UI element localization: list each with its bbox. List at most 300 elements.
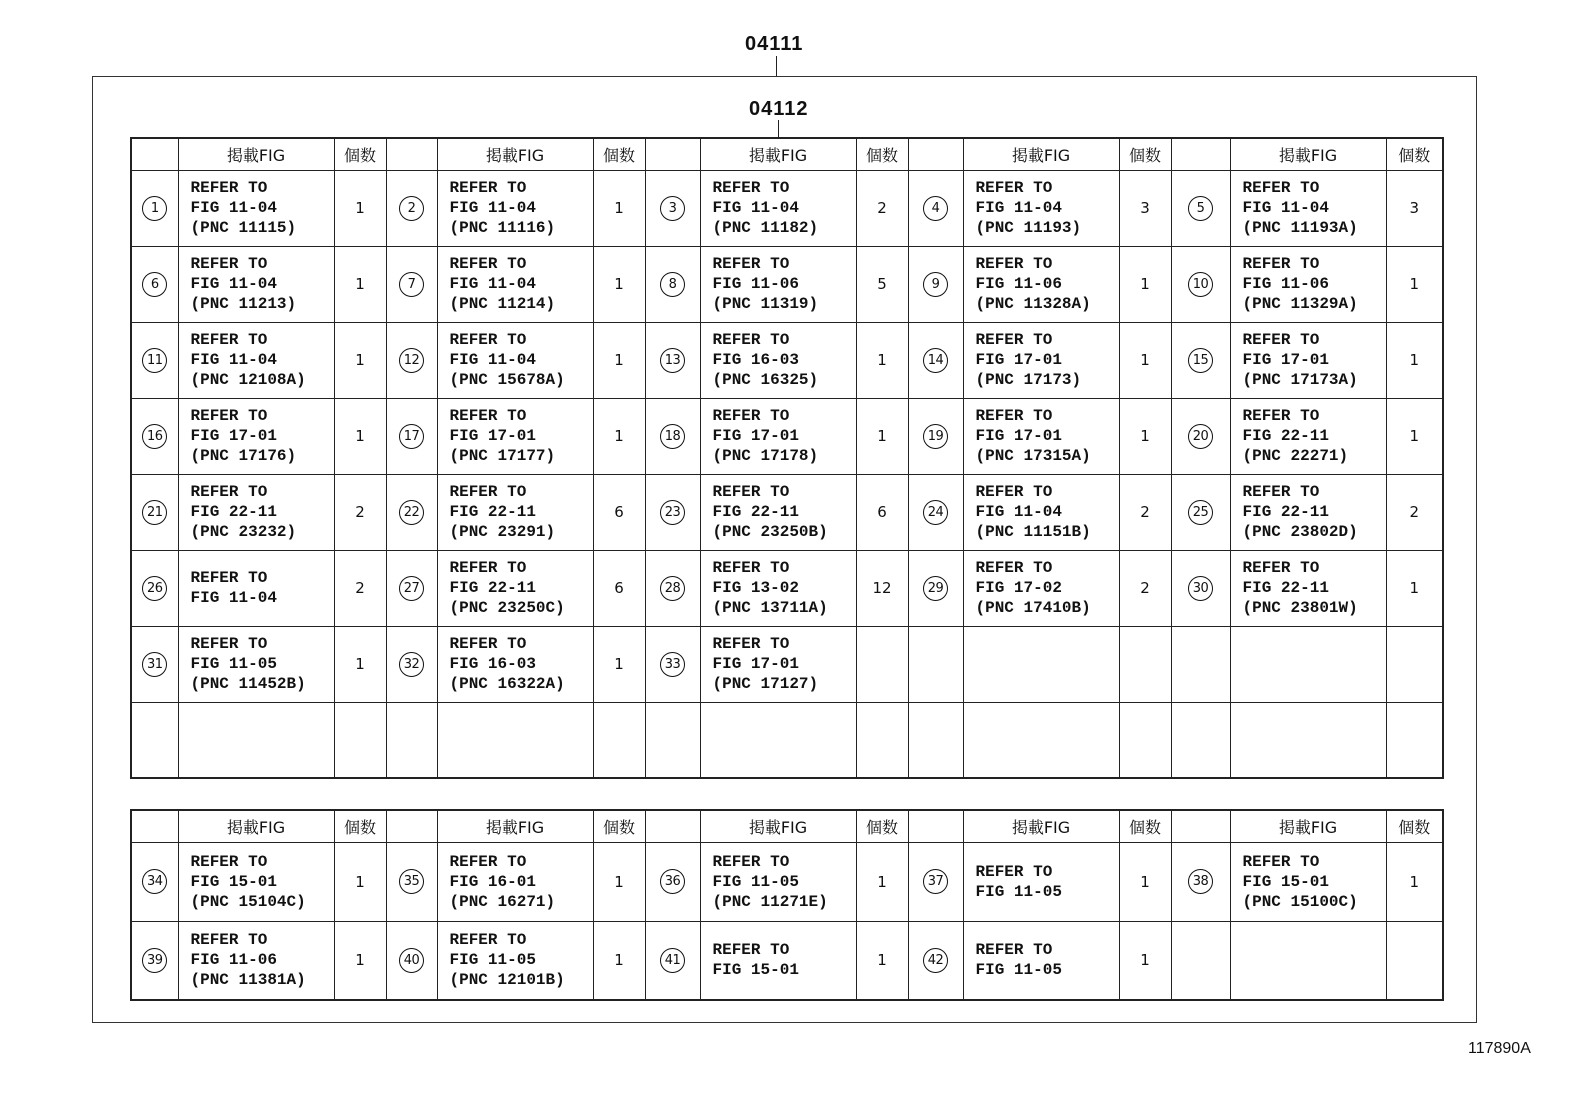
item-index-cell <box>908 398 963 474</box>
fig-number: FIG 15-01 <box>190 872 277 891</box>
table-row <box>131 702 1443 778</box>
item-number-circle: 36 <box>660 869 685 894</box>
quantity-cell: 1 <box>856 322 908 398</box>
header-qty: 個数 <box>1119 138 1171 170</box>
fig-number: FIG 17-01 <box>449 427 536 445</box>
reference-cell <box>437 550 593 626</box>
table-header-row <box>131 138 1443 170</box>
quantity-cell: 1 <box>593 246 645 322</box>
reference-cell <box>178 398 334 474</box>
refer-to-text: REFER TO <box>712 483 790 501</box>
fig-number: FIG 11-05 <box>975 882 1062 901</box>
refer-to-text: REFER TO <box>190 179 268 197</box>
table-body-bottom <box>131 842 1443 1000</box>
fig-number: FIG 11-04 <box>712 199 799 217</box>
pnc-number: (PNC 11452B) <box>190 675 306 693</box>
header-index-cell <box>908 138 963 170</box>
reference-cell <box>178 842 334 921</box>
pnc-number: (PNC 11193) <box>975 219 1082 237</box>
refer-to-text: REFER TO <box>1242 852 1320 871</box>
item-number-circle: 25 <box>1188 500 1213 525</box>
item-index-cell <box>908 626 963 702</box>
fig-number: FIG 11-05 <box>449 951 536 970</box>
item-index-cell <box>645 921 700 1000</box>
refer-to-text: REFER TO <box>190 483 268 501</box>
pnc-number: (PNC 17410B) <box>975 599 1091 617</box>
fig-number: FIG 17-01 <box>190 427 277 445</box>
quantity-cell <box>334 702 386 778</box>
quantity-cell <box>593 702 645 778</box>
quantity-cell: 2 <box>1119 474 1171 550</box>
header-qty: 個数 <box>593 138 645 170</box>
reference-cell <box>437 842 593 921</box>
fig-number: FIG 22-11 <box>1242 427 1329 445</box>
fig-number: FIG 11-04 <box>190 589 277 607</box>
quantity-cell: 6 <box>593 550 645 626</box>
reference-cell <box>437 322 593 398</box>
fig-number: FIG 11-04 <box>975 199 1062 217</box>
refer-to-text: REFER TO <box>1242 255 1320 273</box>
refer-to-text: REFER TO <box>712 179 790 197</box>
pnc-number: (PNC 23250C) <box>449 599 565 617</box>
item-number-circle: 6 <box>142 272 167 297</box>
quantity-cell: 1 <box>1119 246 1171 322</box>
header-index-cell <box>386 138 437 170</box>
quantity-cell: 3 <box>1119 170 1171 246</box>
header-qty: 個数 <box>856 810 908 842</box>
item-index-cell <box>1171 626 1230 702</box>
reference-cell <box>437 702 593 778</box>
item-number-circle: 42 <box>923 948 948 973</box>
pnc-number: (PNC 23801W) <box>1242 599 1358 617</box>
item-index-cell <box>131 246 178 322</box>
refer-to-text: REFER TO <box>449 407 527 425</box>
refer-to-text: REFER TO <box>190 407 268 425</box>
item-index-cell <box>1171 550 1230 626</box>
quantity-cell: 12 <box>856 550 908 626</box>
item-number-circle: 30 <box>1188 576 1213 601</box>
item-number-circle: 28 <box>660 576 685 601</box>
header-qty: 個数 <box>1386 810 1443 842</box>
item-index-cell <box>908 322 963 398</box>
refer-to-text: REFER TO <box>975 255 1053 273</box>
item-index-cell <box>645 474 700 550</box>
quantity-cell: 6 <box>593 474 645 550</box>
header-qty: 個数 <box>593 810 645 842</box>
item-number-circle: 31 <box>142 652 167 677</box>
refer-to-text: REFER TO <box>190 635 268 653</box>
item-number-circle: 12 <box>399 348 424 373</box>
quantity-cell: 1 <box>856 842 908 921</box>
fig-number: FIG 11-04 <box>449 351 536 369</box>
item-index-cell <box>131 322 178 398</box>
refer-to-text: REFER TO <box>1242 407 1320 425</box>
fig-number: FIG 11-04 <box>190 351 277 369</box>
reference-cell <box>963 322 1119 398</box>
header-qty: 個数 <box>334 138 386 170</box>
item-number-circle: 22 <box>399 500 424 525</box>
item-index-cell <box>1171 246 1230 322</box>
header-fig: 掲載FIG <box>437 138 593 170</box>
item-index-cell <box>386 246 437 322</box>
item-number-circle: 1 <box>142 196 167 221</box>
quantity-cell: 1 <box>334 842 386 921</box>
item-number-circle: 20 <box>1188 424 1213 449</box>
quantity-cell <box>1386 921 1443 1000</box>
table-row <box>131 921 1443 1000</box>
reference-cell <box>700 842 856 921</box>
item-number-circle: 10 <box>1188 272 1213 297</box>
pnc-number: (PNC 22271) <box>1242 447 1349 465</box>
fig-number: FIG 11-04 <box>190 275 277 293</box>
reference-cell <box>178 474 334 550</box>
refer-to-text: REFER TO <box>975 559 1053 577</box>
item-index-cell <box>645 398 700 474</box>
header-index-cell <box>1171 138 1230 170</box>
header-fig: 掲載FIG <box>1230 810 1386 842</box>
item-index-cell <box>131 550 178 626</box>
table-row <box>131 474 1443 550</box>
item-number-circle: 19 <box>923 424 948 449</box>
item-index-cell <box>645 702 700 778</box>
pnc-number: (PNC 16322A) <box>449 675 565 693</box>
item-index-cell <box>386 474 437 550</box>
quantity-cell <box>1386 626 1443 702</box>
item-index-cell <box>386 170 437 246</box>
header-qty: 個数 <box>1386 138 1443 170</box>
item-index-cell <box>645 322 700 398</box>
reference-cell <box>437 474 593 550</box>
reference-cell <box>178 246 334 322</box>
pnc-number: (PNC 11213) <box>190 295 297 313</box>
refer-to-text: REFER TO <box>190 255 268 273</box>
reference-cell <box>700 322 856 398</box>
pnc-number: (PNC 17127) <box>712 675 819 693</box>
quantity-cell: 1 <box>593 626 645 702</box>
item-index-cell <box>645 842 700 921</box>
item-number-circle: 26 <box>142 576 167 601</box>
quantity-cell: 6 <box>856 474 908 550</box>
reference-cell <box>1230 398 1386 474</box>
refer-to-text: REFER TO <box>190 852 268 871</box>
item-index-cell <box>908 246 963 322</box>
quantity-cell: 1 <box>1386 550 1443 626</box>
item-index-cell <box>131 921 178 1000</box>
fig-number: FIG 22-11 <box>1242 503 1329 521</box>
item-index-cell <box>386 626 437 702</box>
refer-to-text: REFER TO <box>449 483 527 501</box>
quantity-cell: 2 <box>856 170 908 246</box>
item-number-circle: 17 <box>399 424 424 449</box>
item-index-cell <box>1171 921 1230 1000</box>
header-index-cell <box>386 810 437 842</box>
item-number-circle: 5 <box>1188 196 1213 221</box>
fig-number: FIG 11-05 <box>712 872 799 891</box>
item-index-cell <box>1171 702 1230 778</box>
item-number-circle: 27 <box>399 576 424 601</box>
fig-number: FIG 16-01 <box>449 872 536 891</box>
header-index-cell <box>645 810 700 842</box>
quantity-cell: 5 <box>856 246 908 322</box>
quantity-cell <box>856 626 908 702</box>
item-number-circle: 3 <box>660 196 685 221</box>
item-number-circle: 2 <box>399 196 424 221</box>
refer-to-text: REFER TO <box>190 569 268 587</box>
fig-number: FIG 15-01 <box>712 961 799 980</box>
refer-to-text: REFER TO <box>975 407 1053 425</box>
item-index-cell <box>1171 474 1230 550</box>
reference-cell <box>963 842 1119 921</box>
quantity-cell: 2 <box>1119 550 1171 626</box>
quantity-cell: 2 <box>334 474 386 550</box>
item-index-cell <box>908 921 963 1000</box>
pnc-number: (PNC 23232) <box>190 523 297 541</box>
refer-to-text: REFER TO <box>449 331 527 349</box>
header-fig: 掲載FIG <box>437 810 593 842</box>
item-number-circle: 7 <box>399 272 424 297</box>
table-header-row <box>131 810 1443 842</box>
refer-to-text: REFER TO <box>975 331 1053 349</box>
fig-number: FIG 11-04 <box>1242 199 1329 217</box>
refer-to-text: REFER TO <box>449 255 527 273</box>
quantity-cell: 1 <box>1386 246 1443 322</box>
item-index-cell <box>386 921 437 1000</box>
fig-number: FIG 17-02 <box>975 579 1062 597</box>
reference-cell <box>963 626 1119 702</box>
pnc-number: (PNC 17315A) <box>975 447 1091 465</box>
leader-line-04112 <box>778 120 779 138</box>
reference-cell <box>178 702 334 778</box>
item-number-circle: 29 <box>923 576 948 601</box>
table-row <box>131 550 1443 626</box>
item-index-cell <box>645 626 700 702</box>
table-body-top <box>131 170 1443 778</box>
item-number-circle: 38 <box>1188 869 1213 894</box>
pnc-number: (PNC 12101B) <box>449 971 565 990</box>
fig-number: FIG 15-01 <box>1242 872 1329 891</box>
item-index-cell <box>131 626 178 702</box>
item-index-cell <box>908 474 963 550</box>
reference-cell <box>700 550 856 626</box>
item-number-circle: 18 <box>660 424 685 449</box>
reference-cell <box>700 474 856 550</box>
quantity-cell: 1 <box>1119 322 1171 398</box>
pnc-number: (PNC 11328A) <box>975 295 1091 313</box>
refer-to-text: REFER TO <box>1242 331 1320 349</box>
header-fig: 掲載FIG <box>963 138 1119 170</box>
header-qty: 個数 <box>856 138 908 170</box>
item-number-circle: 41 <box>660 948 685 973</box>
item-number-circle: 24 <box>923 500 948 525</box>
assembly-code-04112: 04112 <box>749 98 809 120</box>
reference-cell <box>437 921 593 1000</box>
header-fig: 掲載FIG <box>700 810 856 842</box>
item-index-cell <box>386 322 437 398</box>
reference-cell <box>700 398 856 474</box>
reference-cell <box>437 626 593 702</box>
reference-cell <box>1230 626 1386 702</box>
quantity-cell: 2 <box>1386 474 1443 550</box>
parts-table-bottom <box>130 809 1444 1001</box>
reference-cell <box>1230 921 1386 1000</box>
pnc-number: (PNC 12108A) <box>190 371 306 389</box>
item-number-circle: 32 <box>399 652 424 677</box>
fig-number: FIG 11-04 <box>190 199 277 217</box>
item-number-circle: 23 <box>660 500 685 525</box>
assembly-code-04111: 04111 <box>745 33 804 55</box>
pnc-number: (PNC 23291) <box>449 523 556 541</box>
fig-number: FIG 17-01 <box>975 427 1062 445</box>
header-index-cell <box>131 810 178 842</box>
quantity-cell <box>1386 702 1443 778</box>
reference-cell <box>1230 322 1386 398</box>
fig-number: FIG 22-11 <box>190 503 277 521</box>
reference-cell <box>1230 246 1386 322</box>
pnc-number: (PNC 11214) <box>449 295 556 313</box>
item-index-cell <box>131 170 178 246</box>
quantity-cell: 1 <box>593 170 645 246</box>
refer-to-text: REFER TO <box>975 941 1053 960</box>
table-row <box>131 626 1443 702</box>
item-index-cell <box>131 398 178 474</box>
quantity-cell: 1 <box>593 842 645 921</box>
item-number-circle: 13 <box>660 348 685 373</box>
refer-to-text: REFER TO <box>449 635 527 653</box>
item-index-cell <box>908 550 963 626</box>
header-index-cell <box>645 138 700 170</box>
pnc-number: (PNC 17177) <box>449 447 556 465</box>
quantity-cell: 1 <box>1386 842 1443 921</box>
quantity-cell <box>856 702 908 778</box>
reference-cell <box>1230 170 1386 246</box>
refer-to-text: REFER TO <box>712 559 790 577</box>
pnc-number: (PNC 15104C) <box>190 892 306 911</box>
quantity-cell: 1 <box>1386 322 1443 398</box>
pnc-number: (PNC 11116) <box>449 219 556 237</box>
pnc-number: (PNC 11271E) <box>712 892 828 911</box>
item-number-circle: 9 <box>923 272 948 297</box>
pnc-number: (PNC 11381A) <box>190 971 306 990</box>
refer-to-text: REFER TO <box>449 559 527 577</box>
item-number-circle: 35 <box>399 869 424 894</box>
fig-number: FIG 22-11 <box>712 503 799 521</box>
reference-cell <box>700 170 856 246</box>
header-fig: 掲載FIG <box>1230 138 1386 170</box>
header-index-cell <box>1171 810 1230 842</box>
item-index-cell <box>908 842 963 921</box>
fig-number: FIG 11-05 <box>190 655 277 673</box>
reference-cell <box>700 626 856 702</box>
refer-to-text: REFER TO <box>1242 179 1320 197</box>
item-number-circle: 34 <box>142 869 167 894</box>
pnc-number: (PNC 13711A) <box>712 599 828 617</box>
item-number-circle: 40 <box>399 948 424 973</box>
pnc-number: (PNC 15678A) <box>449 371 565 389</box>
fig-number: FIG 16-03 <box>712 351 799 369</box>
quantity-cell: 1 <box>593 921 645 1000</box>
table-row <box>131 842 1443 921</box>
quantity-cell: 1 <box>856 398 908 474</box>
reference-cell <box>963 550 1119 626</box>
item-number-circle: 39 <box>142 948 167 973</box>
fig-number: FIG 22-11 <box>449 579 536 597</box>
reference-cell <box>963 474 1119 550</box>
quantity-cell: 1 <box>1386 398 1443 474</box>
pnc-number: (PNC 11193A) <box>1242 219 1358 237</box>
pnc-number: (PNC 17176) <box>190 447 297 465</box>
fig-number: FIG 17-01 <box>712 427 799 445</box>
item-index-cell <box>131 474 178 550</box>
refer-to-text: REFER TO <box>712 941 790 960</box>
reference-cell <box>178 170 334 246</box>
header-index-cell <box>131 138 178 170</box>
fig-number: FIG 22-11 <box>449 503 536 521</box>
reference-cell <box>1230 842 1386 921</box>
table-row <box>131 246 1443 322</box>
reference-cell <box>700 921 856 1000</box>
header-fig: 掲載FIG <box>178 138 334 170</box>
fig-number: FIG 13-02 <box>712 579 799 597</box>
reference-cell <box>437 246 593 322</box>
refer-to-text: REFER TO <box>712 635 790 653</box>
reference-cell <box>178 322 334 398</box>
pnc-number: (PNC 17178) <box>712 447 819 465</box>
fig-number: FIG 11-04 <box>449 275 536 293</box>
quantity-cell: 1 <box>334 322 386 398</box>
fig-number: FIG 11-05 <box>975 961 1062 980</box>
table-row <box>131 170 1443 246</box>
refer-to-text: REFER TO <box>975 483 1053 501</box>
reference-cell <box>700 702 856 778</box>
refer-to-text: REFER TO <box>712 255 790 273</box>
quantity-cell: 1 <box>593 398 645 474</box>
item-index-cell <box>645 246 700 322</box>
item-number-circle: 8 <box>660 272 685 297</box>
item-index-cell <box>386 550 437 626</box>
pnc-number: (PNC 23802D) <box>1242 523 1358 541</box>
pnc-number: (PNC 17173A) <box>1242 371 1358 389</box>
item-number-circle: 16 <box>142 424 167 449</box>
item-index-cell <box>645 170 700 246</box>
fig-number: FIG 11-06 <box>1242 275 1329 293</box>
refer-to-text: REFER TO <box>712 852 790 871</box>
quantity-cell: 1 <box>334 170 386 246</box>
item-number-circle: 14 <box>923 348 948 373</box>
reference-cell <box>963 702 1119 778</box>
header-qty: 個数 <box>334 810 386 842</box>
illustration-number: 117890A <box>1468 1040 1531 1057</box>
refer-to-text: REFER TO <box>190 931 268 950</box>
reference-cell <box>1230 474 1386 550</box>
quantity-cell: 1 <box>593 322 645 398</box>
item-index-cell <box>645 550 700 626</box>
fig-number: FIG 11-06 <box>190 951 277 970</box>
item-number-circle: 15 <box>1188 348 1213 373</box>
item-number-circle: 11 <box>142 348 167 373</box>
pnc-number: (PNC 11319) <box>712 295 819 313</box>
item-index-cell <box>1171 322 1230 398</box>
table-row <box>131 322 1443 398</box>
fig-number: FIG 11-04 <box>975 503 1062 521</box>
quantity-cell: 3 <box>1386 170 1443 246</box>
reference-cell <box>437 170 593 246</box>
refer-to-text: REFER TO <box>712 407 790 425</box>
item-index-cell <box>908 702 963 778</box>
refer-to-text: REFER TO <box>975 862 1053 881</box>
quantity-cell: 1 <box>1119 398 1171 474</box>
reference-cell <box>178 921 334 1000</box>
item-index-cell <box>908 170 963 246</box>
